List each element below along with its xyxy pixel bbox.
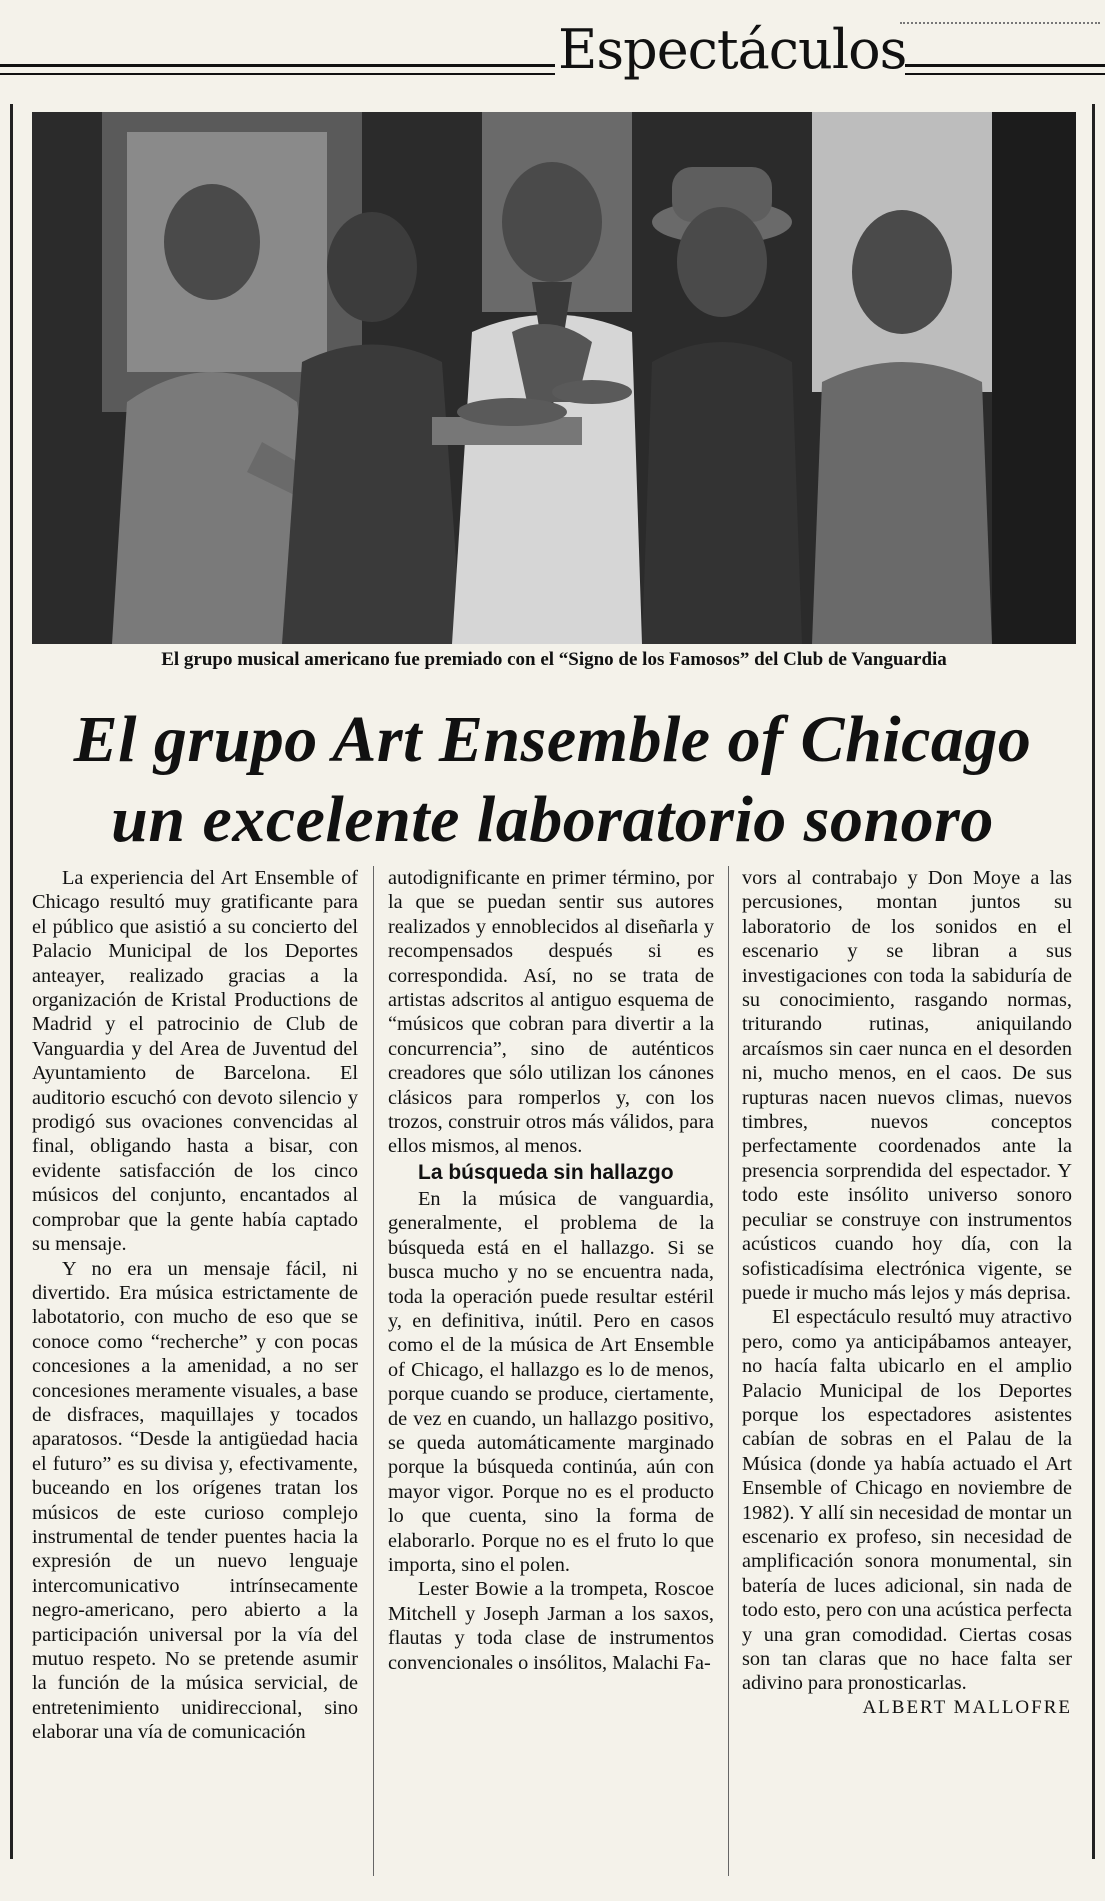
left-margin-rule — [10, 104, 13, 1859]
headline-line-2: un excelente laboratorio sonoro — [111, 783, 994, 856]
article-column-3 — [742, 866, 1072, 1720]
photo-caption: El grupo musical americano fue premiado con el “Signo de los Famosos” del Club de Vanguardia — [161, 649, 947, 670]
paragraph: En la música de vanguardia, generalmente, el problema de la búsqueda está en el hallazgo. Si se busca mucho y no se encuentra nada, toda la operación puede resultar estéril y, en definitiva, inútil. Pero en casos como el de la música de Art Ensemble of Chicago, el hallazgo es lo de menos, porque cuando se produce, ciertamente, de vez en cuando, un hallazgo positivo, se queda automáticamente marginado porque la búsqueda continúa, aún con mayor vigor. Porque no es el producto lo que cuenta, sino la forma de elaborarlo. Porque no es el fruto lo que importa, sino el polen. — [388, 1187, 714, 1576]
headline — [20, 700, 1085, 860]
paragraph: vors al contrabajo y Don Moye a las percusiones, montan juntos su laboratorio de los sonidos en el escenario y se libran a sus investigaciones con toda la sabiduría de su conocimiento, rasgando normas, triturando rutinas, aniquilando arcaísmos sin caer nunca en el desorden ni, mucho menos, en el caos. De sus rupturas nacen nuevos climas, nuevos timbres, nuevos conceptos perfectamente coordenados ante la presencia sorprendida del espectador. Y todo este insólito universo sonoro peculiar se construye con instrumentos acústicos cuando hoy día, con la sofisticadísima electrónica vigente, se puede ir mucho más lejos y más deprisa. — [742, 867, 1072, 1304]
right-margin-rule — [1092, 104, 1095, 1859]
print-mark — [900, 22, 1100, 28]
column-rule-2 — [728, 866, 729, 1876]
paragraph: Y no era un mensaje fácil, ni divertido. Era música estrictamente de labotatorio, con mucho de eso que se conoce como “recherche” y con pocas concesiones a la amenidad, a no ser concesiones meramente visuales, a base de disfraces, maquillajes y tocados aparatosos. “Desde la antigüedad hacia el futuro” es su divisa y, efectivamente, buceando en los orígenes tratan los músicos de este curioso complejo instrumental de tender puentes hacia la expresión de un nuevo lenguaje intercomunicativo intrínsecamente negro-americano, pero abierto a la participación universal por la vía del mutuo respeto. No se pretende asumir la función de la música servicial, de entretenimiento unidireccional, sino elaborar una vía de comunicación — [32, 1257, 358, 1744]
paragraph: Lester Bowie a la trompeta, Roscoe Mitchell y Joseph Jarman a los saxos, flautas y toda clase de instrumentos convencionales o insólitos, Malachi Fa- — [388, 1578, 714, 1674]
column-rule-1 — [373, 866, 374, 1876]
photo-illustration — [32, 112, 1076, 644]
headline-line-1: El grupo Art Ensemble of Chicago — [73, 703, 1032, 776]
paragraph: autodignificante en primer término, por la que se puedan sentir sus autores realizados y ennoblecidos al diseñarla y recompensados después si es correspondida. Así, no se trata de artistas adscritos al antiguo esquema de “músicos que cobran para divertir a la concurrencia”, sino de auténticos creadores que sólo utilizan los cánones clásicos para romperlos y, con los trozos, construir otros más válidos, para ellos mismos, al menos. — [388, 867, 714, 1158]
author-byline: ALBERT MALLOFRE — [862, 1696, 1072, 1718]
group-photo — [32, 112, 1076, 644]
subheading: La búsqueda sin hallazgo — [418, 1160, 674, 1184]
section-rule-left — [0, 64, 555, 75]
article-column-2 — [388, 866, 714, 1675]
article-column-1 — [32, 866, 358, 1745]
paragraph: La experiencia del Art Ensemble of Chicago resultó muy gratificante para el público que asistió a su concierto del Palacio Municipal de los Deportes anteayer, realizado gracias a la organización de Kristal Productions de Madrid y el patrocinio de Club de Vanguardia y del Area de Juventud del Ayuntamiento de Barcelona. El auditorio escuchó con devoto silencio y prodigó sus ovaciones convencidas al final, obligando hasta a bisar, con evidente satisfacción de los cinco músicos del conjunto, encantados al comprobar que la gente había captado su mensaje. — [32, 867, 358, 1256]
section-title: Espectáculos — [558, 18, 907, 81]
section-rule-right — [905, 64, 1105, 75]
paragraph: El espectáculo resultó muy atractivo pero, como ya anticipábamos anteayer, no hacía falta ubicarlo en el amplio Palacio Municipal de los Deportes porque los espectadores asistentes cabían de sobras en el Palau de la Música (donde ya había actuado el Art Ensemble of Chicago en noviembre de 1982). Y allí sin necesidad de montar un escenario ex profeso, sin necesidad de amplificación sonora monumental, sin batería de luces adicional, sin nada de todo esto, pero con una acústica perfecta y una gran comodidad. Ciertas cosas son tan claras que no hace falta ser adivino para pronosticarlas. — [742, 1306, 1072, 1695]
